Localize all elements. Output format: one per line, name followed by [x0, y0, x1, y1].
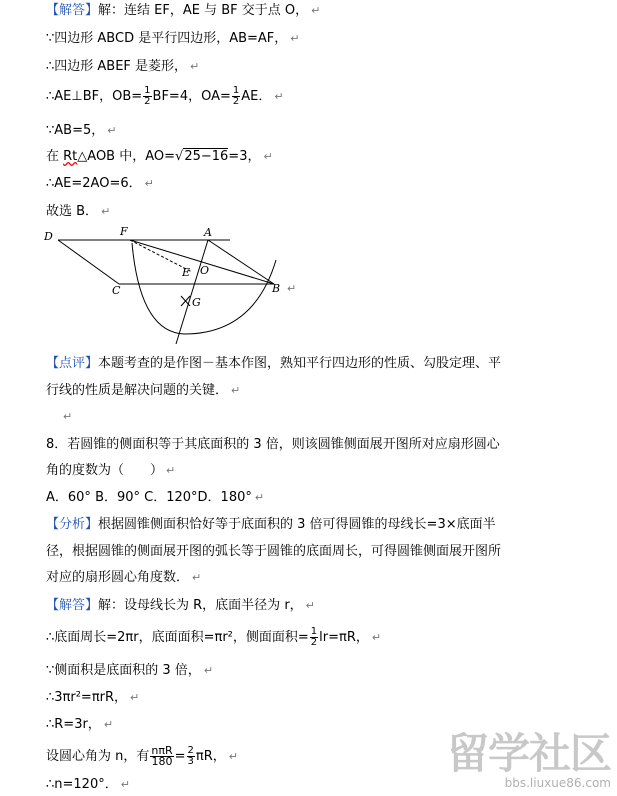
fraction: $\frac{2}{3}$: [187, 745, 194, 767]
analysis-line-3: 对应的扇形圆心角度数． ↵: [46, 570, 202, 585]
solution2-line-4: ∴3πr²=πrR， ↵: [46, 690, 140, 705]
solution2-line-2: ∴底面周长=2πr，底面面积=πr²，侧面面积= $\frac{1}{2}$ lr=πR， ↵: [46, 626, 382, 648]
solution-line-5: ∵AB=5， ↵: [46, 123, 117, 138]
label-D: D: [44, 230, 53, 243]
question-8-line-1: 8．若圆锥的侧面积等于其底面积的 3 倍，则该圆锥侧面展开图所对应扇形圆心: [46, 437, 500, 452]
question-8-line-2: 角的度数为（ ） ↵: [46, 463, 176, 478]
analysis-line-1: 【分析】根据圆锥侧面积恰好等于底面积的 3 倍可得圆锥的母线长=3×底面半: [46, 517, 496, 532]
solution-line-7: ∴AE=2AO=6． ↵: [46, 176, 154, 191]
blank-line: ↵: [63, 410, 73, 423]
analysis-tag: 【分析】: [46, 517, 99, 532]
label-E: E: [182, 266, 191, 279]
label-C: C: [112, 284, 121, 297]
solution2-line-7: ∴n=120°． ↵: [46, 777, 130, 792]
comment-tag: 【点评】: [46, 356, 99, 371]
solution-line-3: ∴四边形 ABEF 是菱形， ↵: [46, 59, 200, 74]
fraction: $\frac{1}{2}$: [310, 626, 318, 648]
watermark-url: bbs.liuxue86.com: [504, 776, 611, 790]
watermark: [446, 729, 611, 790]
label-G: G: [192, 296, 201, 309]
analysis-line-2: 径，根据圆锥的侧面展开图的弧长等于圆锥的底面周长，可得圆锥侧面展开图所: [46, 544, 502, 559]
solution-line-1: 【解答】解：连结 EF，AE 与 BF 交于点 O， ↵: [46, 3, 321, 18]
comment-line-2: 行线的性质是解决问题的关键． ↵: [46, 383, 241, 398]
label-B: B: [272, 282, 281, 295]
solution-line-4: ∴AE⊥BF，OB= $\frac{1}{2}$ BF=4，OA= $\frac{1}{2}$ AE． ↵: [46, 85, 284, 107]
comment-line-1: 【点评】本题考查的是作图－基本作图，熟知平行四边形的性质、勾股定理、平: [46, 356, 502, 371]
label-F: F: [120, 226, 128, 238]
question-8-options: A．60° B．90° C．120°D．180° ↵: [46, 490, 265, 505]
label-O: O: [200, 264, 210, 277]
label-A: A: [204, 226, 212, 239]
geometry-figure: [44, 226, 294, 348]
solution2-line-1: 【解答】解：设母线长为 R，底面半径为 r， ↵: [46, 598, 315, 613]
watermark-logo: 留学社区: [446, 729, 611, 778]
fraction: $\frac{\text{nπR}}{180}$: [151, 744, 173, 768]
solution-tag: 【解答】: [46, 3, 99, 18]
fraction: $\frac{1}{2}$: [232, 85, 240, 107]
solution-line-6: 在 Rt△AOB 中，AO=√25−16=3， ↵: [46, 149, 273, 164]
fraction: $\frac{1}{2}$: [144, 85, 151, 107]
solution2-line-5: ∴R=3r， ↵: [46, 717, 114, 732]
solution-line-2: ∵四边形 ABCD 是平行四边形，AB=AF， ↵: [46, 31, 300, 46]
solution2-line-3: ∵侧面积是底面积的 3 倍， ↵: [46, 663, 214, 678]
solution2-tag: 【解答】: [46, 598, 99, 613]
solution2-line-6: 设圆心角为 n，有 $\frac{\text{nπR}}{180}$ = $\frac{2}{3}$ πR， ↵: [46, 744, 238, 768]
solution-line-8: 故选 B． ↵: [46, 204, 111, 219]
